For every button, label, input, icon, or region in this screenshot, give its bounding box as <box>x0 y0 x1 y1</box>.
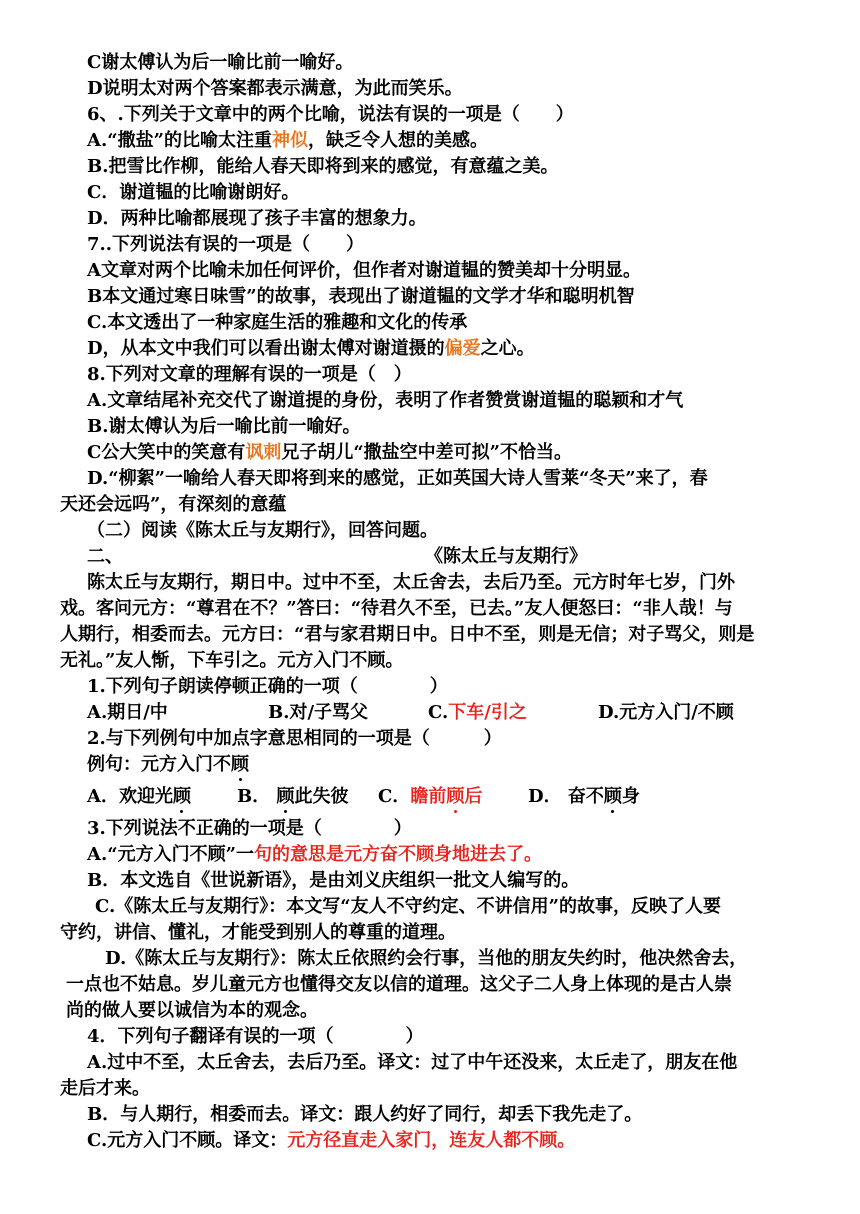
answer-highlight: 后 <box>464 786 483 807</box>
question-8: 8.下列对文章的理解有误的一项是（ ） <box>87 364 412 385</box>
text: C.元方入门不顾。译文： <box>87 1130 288 1151</box>
dotted-char: 顾 <box>172 786 191 807</box>
q3-option-c-cont: 守约，讲信、懂礼，才能受到别人的尊重的道理。 <box>60 922 456 943</box>
q4-option-c <box>87 1128 575 1154</box>
text: B． <box>237 786 277 807</box>
q1-option-d: D.元方入门/不顾 <box>598 702 734 723</box>
passage-title: 《陈太丘与友期行》 <box>425 546 587 567</box>
text: A．欢迎光 <box>87 786 173 807</box>
q2-option-a <box>87 784 191 810</box>
example-sentence <box>87 752 249 778</box>
q3-option-d-cont: 一点也不姑息。岁儿童元方也懂得交友以信的道理。这父子二人身上体现的是古人崇 <box>66 974 732 995</box>
dotted-char: 顾 <box>231 754 249 775</box>
text: 例句：元方入门不 <box>87 754 231 775</box>
q3-option-d-cont: 尚的做人要以诚信为本的观念。 <box>66 1000 318 1021</box>
highlight-word: 讽刺 <box>245 442 282 463</box>
question-2: 2.与下列例句中加点字意思相同的一项是（ ） <box>87 728 502 749</box>
q3-option-d: D.《陈太丘与友期行》：陈太丘依照约会行事，当他的朋友失约时，他决然舍去， <box>105 948 748 969</box>
question-1: 1.下列句子朗读停顿正确的一项（ ） <box>87 676 448 697</box>
section-heading: （二）阅读《陈太丘与友期行》，回答问题。 <box>87 520 438 541</box>
option-c-line: C谢太傅认为后一喻比前一喻好。 <box>87 52 354 73</box>
dotted-char: 顾 <box>446 786 465 807</box>
text: D． 奋不 <box>528 786 604 807</box>
q3-option-a <box>87 842 542 868</box>
text: A.“元方入门不顾”一 <box>87 844 254 865</box>
passage-line: 戏。客问元方：“尊君在不？”答曰：“待君久不至，已去。”友人便怒曰：“非人哉！与 <box>60 598 733 619</box>
text: ，缺乏令人想的美感。 <box>307 130 488 151</box>
q1-option-c <box>428 700 527 726</box>
q6-option-c: C．谢道韫的比喻谢朗好。 <box>87 182 300 203</box>
question-4: 4．下列句子翻译有误的一项（ ） <box>87 1026 424 1047</box>
passage-line: 人期行，相委而去。元方曰：“君与家君期日中。日中不至，则是无信；对子骂父，则是 <box>60 624 755 645</box>
q8-option-a: A.文章结尾补充交代了谢道提的身份，表明了作者赞赏谢道韫的聪颖和才气 <box>87 390 684 411</box>
answer-highlight: 下车/引之 <box>448 702 527 723</box>
q3-option-c: C.《陈太丘与友期行》：本文写“友人不守约定、不讲信用”的故事，反映了人要 <box>95 896 721 917</box>
q8-option-c <box>87 440 572 466</box>
q2-option-c <box>378 784 482 810</box>
q7-option-c: C.本文透出了一种家庭生活的雅趣和文化的传承 <box>87 312 468 333</box>
highlight-word: 神似 <box>271 130 308 151</box>
q7-option-b: B本文通过寒日味雪”的故事，表现出了谢道韫的文学才华和聪明机智 <box>87 286 635 307</box>
text: A.“撒盐”的比喻太注重 <box>87 130 272 151</box>
answer-highlight: 瞻前 <box>410 786 447 807</box>
question-7: 7..下列说法有误的一项是（ ） <box>87 234 365 255</box>
q7-option-d <box>87 336 535 362</box>
text: C. <box>428 702 449 723</box>
text: 兄子胡儿“撒盐空中差可拟”不恰当。 <box>281 442 573 463</box>
answer-highlight: 元方径直走入家门，连友人都不顾。 <box>287 1130 576 1151</box>
answer-highlight: 句的意思是元方奋不顾身地进去了。 <box>253 844 542 865</box>
text: D，从本文中我们可以看出谢太傅对谢道摄的 <box>87 338 445 359</box>
text: 之心。 <box>480 338 535 359</box>
text: 身 <box>621 786 640 807</box>
q4-option-b: B．与人期行，相委而去。译文：跟人约好了同行，却丢下我先走了。 <box>87 1104 643 1125</box>
q6-option-b: B.把雪比作柳，能给人春天即将到来的感觉，有意蕴之美。 <box>87 156 559 177</box>
q1-option-b: B.对/子骂父 <box>268 702 369 723</box>
q6-option-a <box>87 128 488 154</box>
text: C公大笑中的笑意有 <box>87 442 246 463</box>
q6-option-d: D．两种比喻都展现了孩子丰富的想象力。 <box>87 208 427 229</box>
option-d-line: D说明太对两个答案都表示满意，为此而笑乐。 <box>87 78 463 99</box>
q8-option-d: D.“柳絮”一喻给人春天即将到来的感觉，正如英国大诗人雪莱“冬天”来了，春 <box>87 468 708 489</box>
text: C． <box>378 786 411 807</box>
q2-option-b <box>237 784 348 810</box>
q4-option-a: A.过中不至，太丘舍去，去后乃至。译文：过了中午还没来，太丘走了，朋友在他 <box>87 1052 738 1073</box>
passage-line: 陈太丘与友期行，期日中。过中不至，太丘舍去，去后乃至。元方时年七岁，门外 <box>87 572 735 593</box>
question-6: 6、.下列关于文章中的两个比喻，说法有误的一项是（ ） <box>87 104 574 125</box>
q1-option-a: A.期日/中 <box>87 702 168 723</box>
dotted-char: 顾 <box>276 786 295 807</box>
text: 此失彼 <box>294 786 349 807</box>
highlight-word: 偏爱 <box>444 338 481 359</box>
question-3: 3.下列说法不正确的一项是（ ） <box>87 818 412 839</box>
section-number: 二、 <box>87 546 123 567</box>
q4-option-a-cont: 走后才来。 <box>60 1078 150 1099</box>
q3-option-b: B．本文选自《世说新语》，是由刘义庆组织一批文人编写的。 <box>87 870 580 891</box>
q8-option-b: B.谢太傅认为后一喻比前一喻好。 <box>87 416 361 437</box>
dotted-char: 顾 <box>603 786 622 807</box>
q2-option-d <box>528 784 640 810</box>
q7-option-a: A文章对两个比喻未加任何评价，但作者对谢道韫的赞美却十分明显。 <box>87 260 641 281</box>
q8-option-d-cont: 天还会远吗”，有深刻的意蕴 <box>60 494 287 515</box>
passage-line: 无礼。”友人惭，下车引之。元方入门不顾。 <box>60 650 404 671</box>
